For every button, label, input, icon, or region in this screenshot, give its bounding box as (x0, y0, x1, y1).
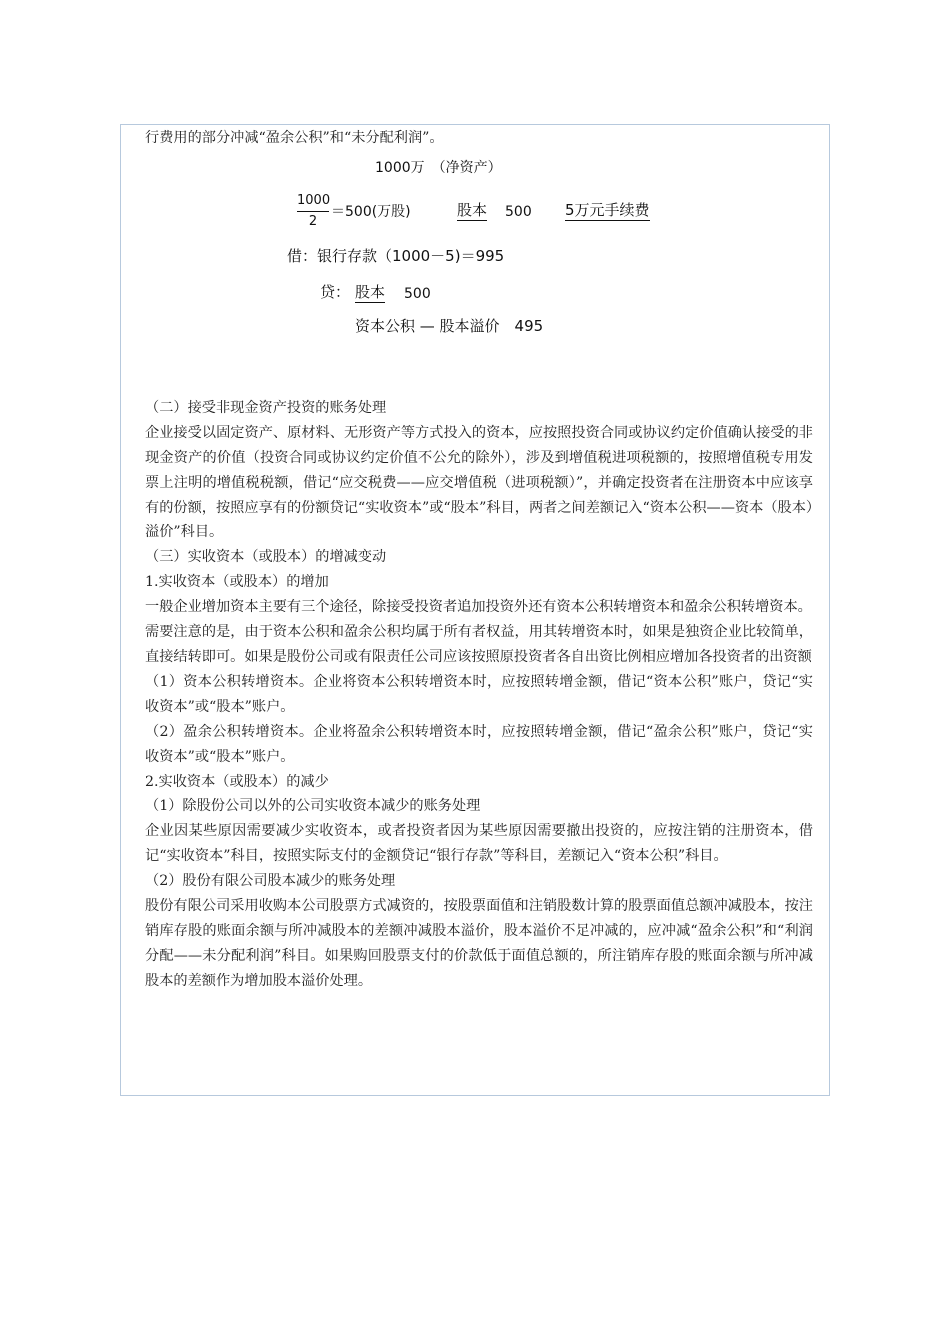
subsection-heading: 2.实收资本（或股本）的减少 (145, 773, 329, 790)
fraction (297, 193, 329, 230)
fee-label: 5万元手续费 (565, 200, 650, 219)
section-heading: （三）实收资本（或股本）的增减变动 (145, 549, 387, 566)
item-heading: （1）除股份公司以外的公司实收资本减少的账务处理 (145, 798, 481, 815)
intro-line: 行费用的部分冲减“盈余公积”和“未分配利润”。 (145, 130, 444, 146)
stock-label: 股本 (457, 200, 488, 219)
document-body (145, 126, 813, 994)
paragraph: 一般企业增加资本主要有三个途径，除接受投资者追加投资外还有资本公积转增资本和盈余公积转增资本。 (145, 599, 812, 616)
premium-line: 资本公积 — 股本溢价 495 (355, 316, 544, 335)
paragraph: （1）资本公积转增资本。企业将资本公积转增资本时，应按照转增金额，借记“资本公积”账户，贷记“实收资本”或“股本”账户。 (145, 673, 813, 715)
stock-value: 500 (505, 203, 532, 220)
fraction-result: ＝500(万股) (331, 203, 411, 220)
journal-entry-figure (145, 151, 813, 396)
subsection-heading: 1.实收资本（或股本）的增加 (145, 574, 329, 591)
section-heading: （二）接受非现金资产投资的账务处理 (145, 399, 387, 416)
credit-stock-label: 股本 (355, 282, 386, 301)
paragraph: （2）盈余公积转增资本。企业将盈余公积转增资本时，应按照转增金额，借记“盈余公积”账户，贷记“实收资本”或“股本”账户。 (145, 723, 813, 765)
credit-stock-value: 500 (404, 285, 431, 302)
fraction-denominator: 2 (308, 213, 318, 229)
paragraph: 企业因某些原因需要减少实收资本，或者投资者因为某些原因需要撤出投资的，应按注销的注册资本，借记“实收资本”科目，按照实际支付的金额贷记“银行存款”等科目，差额记入“资本公积”科目。 (145, 823, 813, 865)
item-heading: （2）股份有限公司股本减少的账务处理 (145, 873, 396, 890)
debit-line: 借：银行存款（1000－5)＝995 (287, 246, 505, 265)
fraction-numerator: 1000 (297, 192, 331, 208)
paragraph: 需要注意的是，由于资本公积和盈余公积均属于所有者权益，用其转增资本时，如果是独资企业比较简单，直接结转即可。如果是股份公司或有限责任公司应该按照原投资者各自出资比例相应增加各投资者的出资额 (145, 624, 813, 665)
paragraph: 企业接受以固定资产、原材料、无形资产等方式投入的资本，应按照投资合同或协议约定价值确认接受的非现金资产的价值（投资合同或协议约定价值不公允的除外），涉及到增值税进项税额的，按照增值税专用发票上注明的增值税税额，借记“应交税费——应交增值税（进项税额）”，并确定投资者在注册资本中应该享有的份额，按照应享有的份额贷记“实收资本”或“股本”科目，两者之间差额记入“资本公积——资本（股本）溢价”科目。 (145, 424, 813, 541)
credit-prefix: 贷： (320, 282, 351, 301)
net-assets-label: 1000万 （净资产） (375, 159, 502, 176)
fraction-bar (297, 211, 329, 212)
paragraph: 股份有限公司采用收购本公司股票方式减资的，按股票面值和注销股数计算的股票面值总额冲减股本，按注销库存股的账面余额与所冲减股本的差额冲减股本溢价，股本溢价不足冲减的，应冲减“盈余公积”和“利润分配——未分配利润”科目。如果购回股票支付的价款低于面值总额的，所注销库存股的账面余额与所冲减股本的差额作为增加股本溢价处理。 (145, 898, 813, 989)
